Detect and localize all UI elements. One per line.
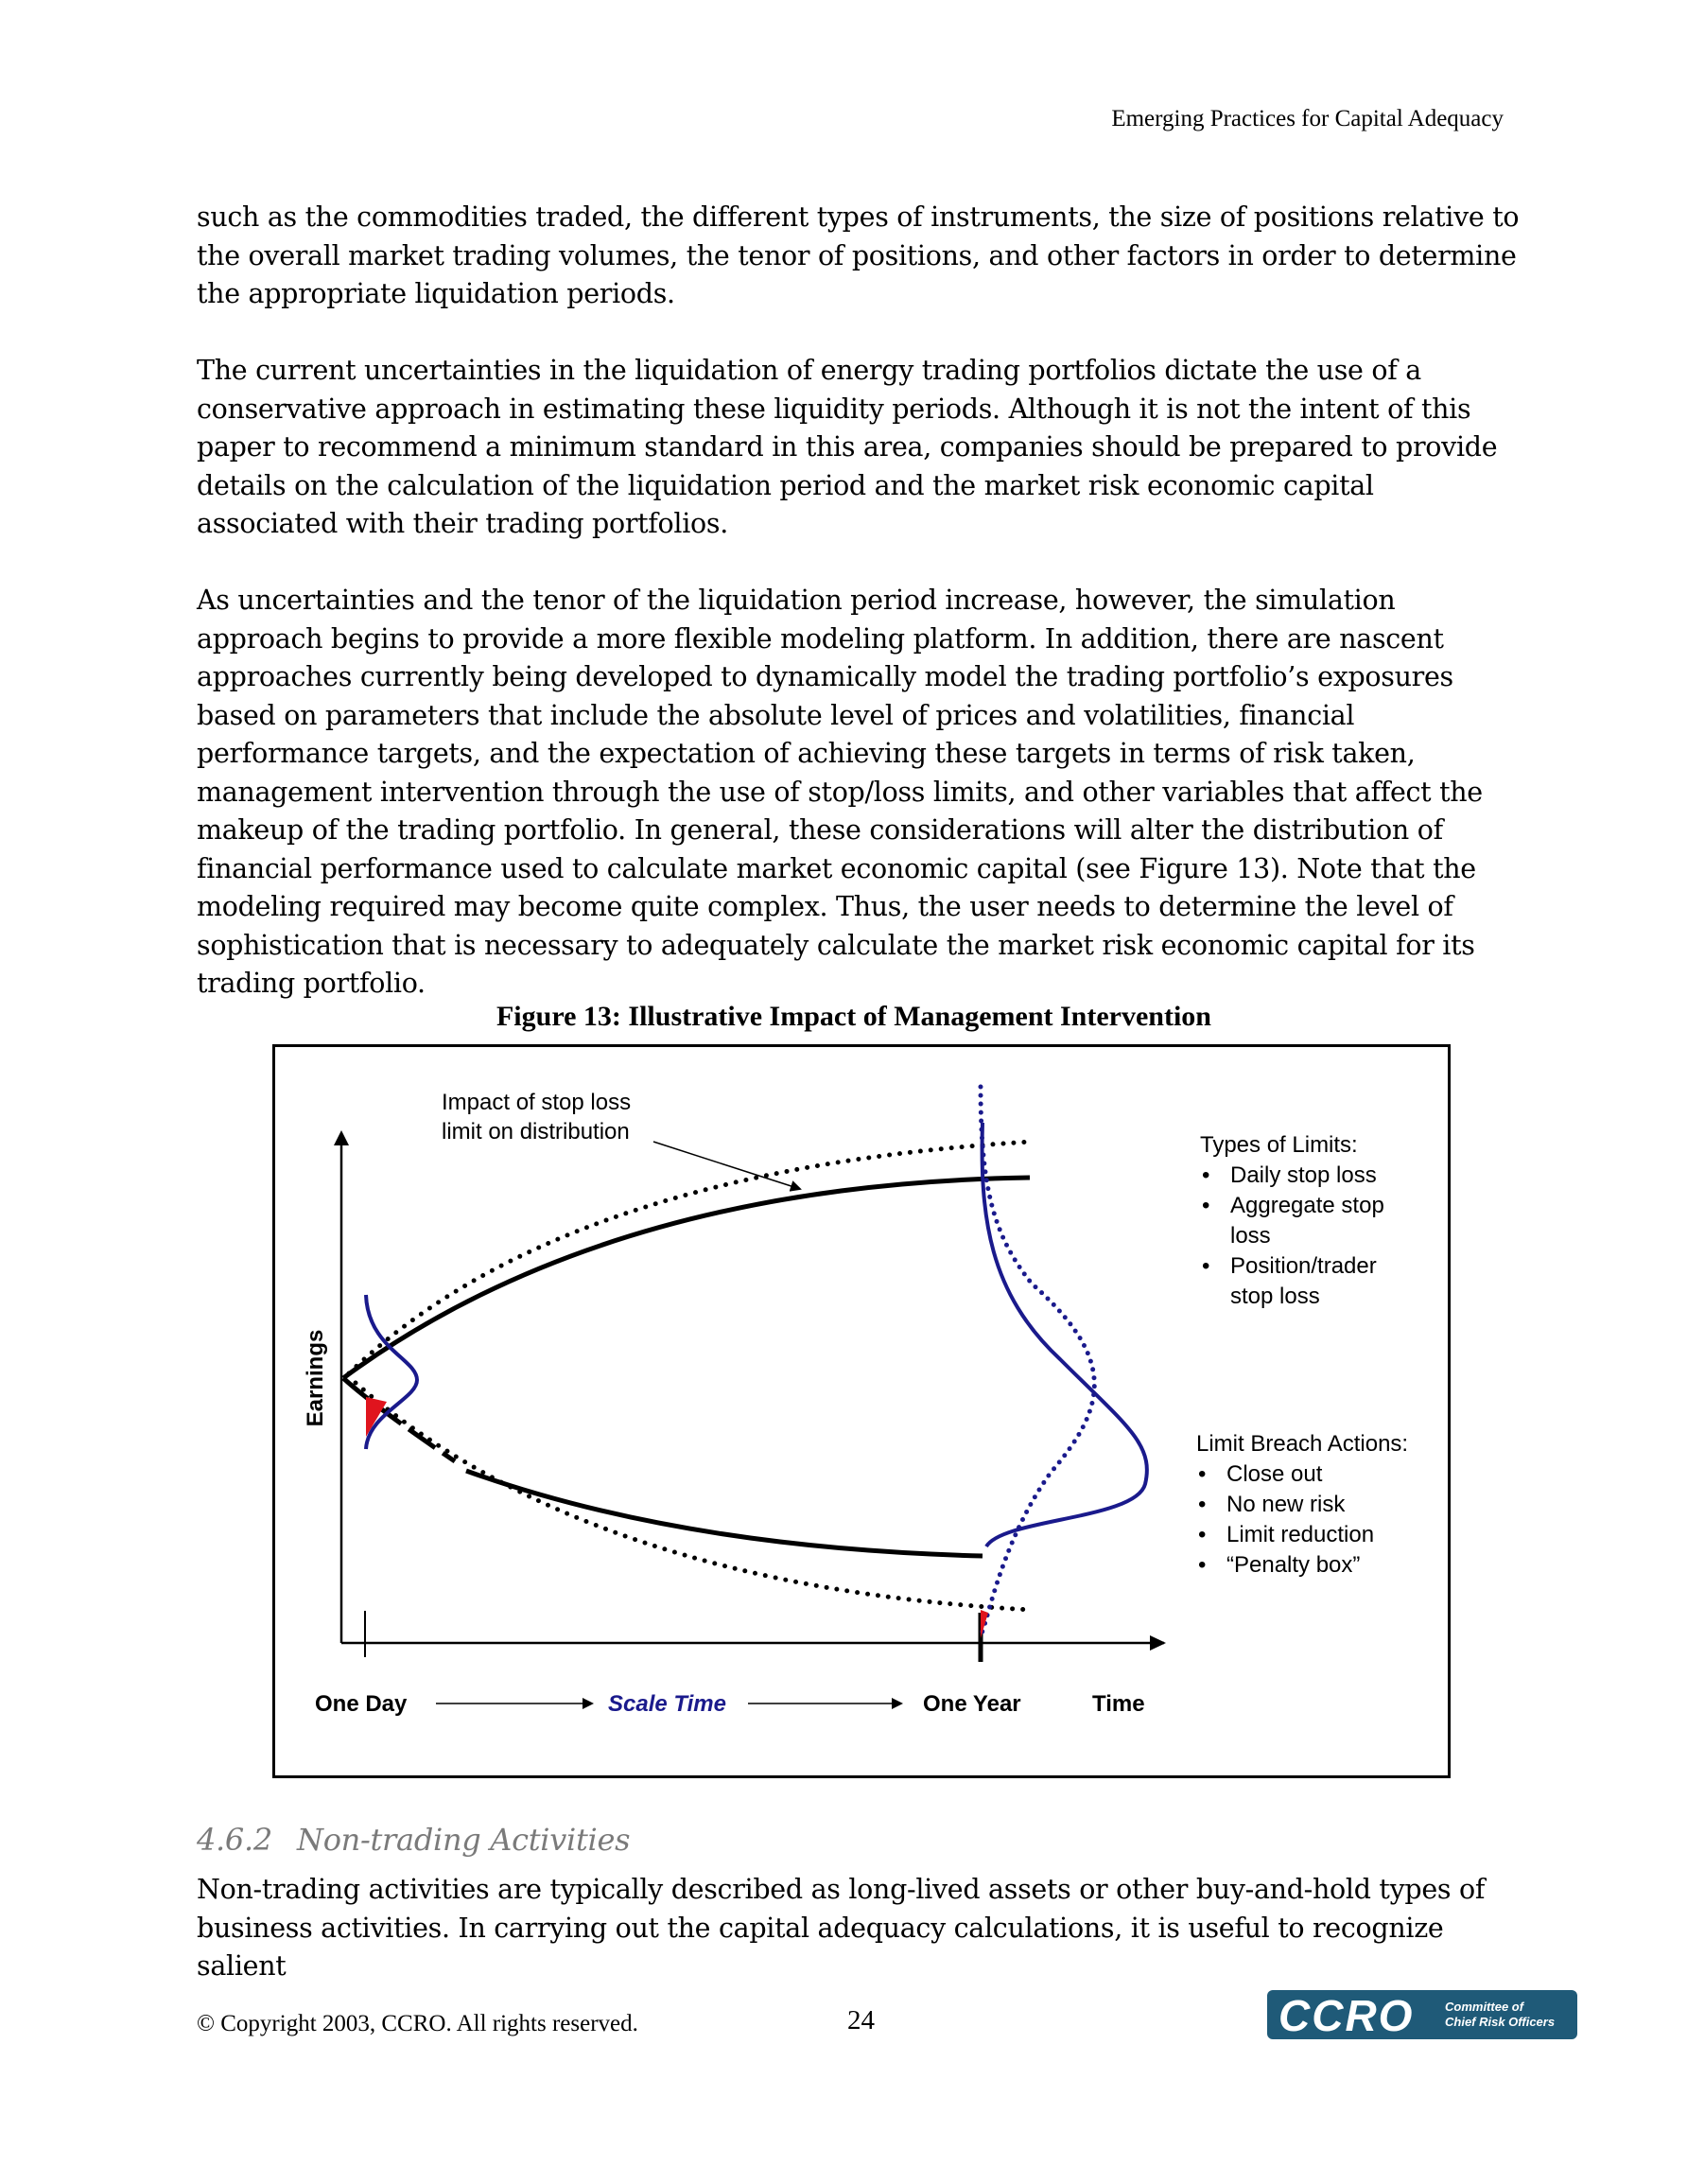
- section-number: 4.6.2: [197, 1822, 272, 1858]
- scale-time-label: Scale Time: [608, 1691, 726, 1717]
- breach-item-no-new-risk: No new risk: [1226, 1492, 1346, 1517]
- limit-item-aggregate-cont: loss: [1230, 1223, 1271, 1249]
- body-paragraph-1: such as the commodities traded, the different types of instruments, the size of positions relative to the overall market trading volumes, the tenor of positions, and other factors in order to determine the appropriate liquidation periods.: [197, 201, 1520, 309]
- limit-item-daily: Daily stop loss: [1230, 1162, 1377, 1188]
- section-paragraph: Non-trading activities are typically described as long-lived assets or other buy-and-hold types of business activities. In carrying out the capital adequacy calculations, it is useful to recognize salient: [197, 1874, 1486, 1982]
- limit-bullet: •: [1202, 1253, 1210, 1279]
- breach-item-penalty-box: “Penalty box”: [1226, 1552, 1361, 1578]
- y-axis-label: Earnings: [303, 1329, 328, 1427]
- one-year-unconstrained-distribution: [981, 1087, 1094, 1634]
- breach-actions-heading: Limit Breach Actions:: [1196, 1431, 1409, 1457]
- limit-item-position-cont: stop loss: [1230, 1284, 1320, 1309]
- logo-tagline-1: Committee of: [1445, 2000, 1524, 2014]
- running-header: Emerging Practices for Capital Adequacy: [1111, 106, 1504, 131]
- figure-diagram: [272, 1044, 1451, 1778]
- diagram-canvas: [275, 1047, 1448, 1775]
- one-day-distribution: [366, 1295, 417, 1449]
- figure-title: Figure 13: Illustrative Impact of Management Intervention: [496, 1001, 1211, 1032]
- annotation-text-2: limit on distribution: [442, 1119, 630, 1144]
- section-title: Non-trading Activities: [297, 1822, 631, 1858]
- one-year-label: One Year: [923, 1691, 1021, 1717]
- limit-bullet: •: [1202, 1162, 1210, 1188]
- x-axis-arrow: [1150, 1635, 1166, 1651]
- constrained-upper-envelope: [343, 1178, 1030, 1378]
- one-year-constrained-distribution: [983, 1123, 1147, 1546]
- breach-item-close-out: Close out: [1226, 1461, 1323, 1487]
- logo-wordmark: CCRO: [1278, 1991, 1415, 2039]
- breach-bullet: •: [1198, 1492, 1207, 1517]
- constrained-lower-envelope-start: [343, 1378, 455, 1461]
- y-axis-arrow: [334, 1130, 349, 1145]
- one-day-label: One Day: [315, 1691, 408, 1717]
- breach-bullet: •: [1198, 1552, 1207, 1578]
- types-of-limits-heading: Types of Limits:: [1200, 1132, 1358, 1158]
- ccro-logo: [1267, 1990, 1577, 2039]
- limit-item-position: Position/trader: [1230, 1253, 1377, 1279]
- body-paragraph-2: The current uncertainties in the liquidation of energy trading portfolios dictate the use of a conservative approach in estimating these liquidity periods. Although it is not the intent of this paper to recommend a minimum standard in this area, companies should be prepared to provide details on the calculation of the liquidation period and the market risk economic capital associated with their trading portfolios.: [197, 355, 1498, 539]
- annotation-text-1: Impact of stop loss: [442, 1090, 632, 1115]
- breach-bullet: •: [1198, 1461, 1207, 1487]
- breach-item-limit-reduction: Limit reduction: [1226, 1522, 1375, 1547]
- annotation-leader: [653, 1142, 800, 1189]
- body-paragraph-3: As uncertainties and the tenor of the liquidation period increase, however, the simulation approach begins to provide a more flexible modeling platform. In addition, there are nascent approaches currently being developed to dynamically model the trading portfolio’s exposures based on parameters that include the absolute level of prices and volatilities, financial performance targets, and the expectation of achieving these targets in terms of risk taken, management intervention through the use of stop/loss limits, and other variables that affect the makeup of the trading portfolio. In general, these considerations will alter the distribution of financial performance used to calculate market economic capital (see Figure 13). Note that the modeling required may become quite complex. Thus, the user needs to determine the level of sophistication that is necessary to adequately calculate the market risk economic capital for its trading portfolio.: [197, 585, 1483, 999]
- breach-bullet: •: [1198, 1522, 1207, 1547]
- limit-bullet: •: [1202, 1193, 1210, 1218]
- time-label: Time: [1092, 1691, 1145, 1717]
- unconstrained-upper-envelope: [349, 1142, 1032, 1373]
- unconstrained-lower-envelope: [356, 1383, 1032, 1610]
- constrained-lower-envelope: [466, 1471, 983, 1556]
- page-number: 24: [847, 2005, 875, 2035]
- section-heading: [197, 1822, 630, 1858]
- logo-tagline-2: Chief Risk Officers: [1445, 2015, 1556, 2029]
- limit-item-aggregate: Aggregate stop: [1230, 1193, 1384, 1218]
- footer-copyright: © Copyright 2003, CCRO. All rights reserved.: [197, 2011, 638, 2036]
